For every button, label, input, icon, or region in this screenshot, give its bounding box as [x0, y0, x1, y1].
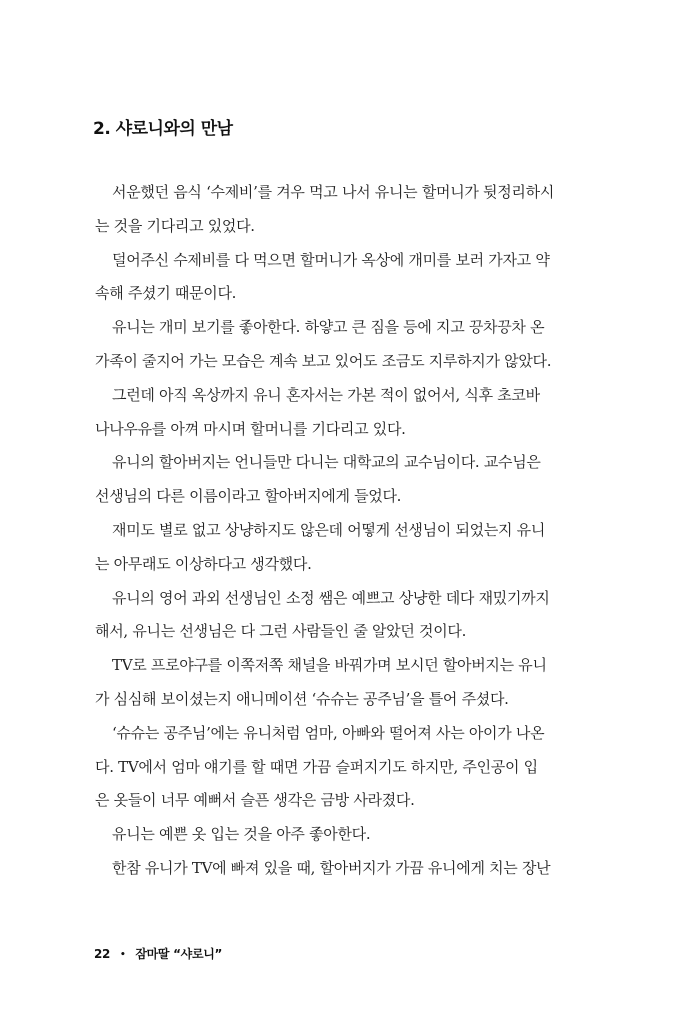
text-line: 다. TV에서 엄마 얘기를 할 때면 가끔 슬퍼지기도 하지만, 주인공이 입 [95, 757, 538, 776]
paragraph [95, 244, 581, 312]
paragraph [95, 446, 581, 514]
text-line: 는 것을 기다리고 있었다. [95, 216, 255, 235]
text-line: TV로 프로야구를 이쪽저쪽 채널을 바꿔가며 보시던 할아버지는 유니 [112, 656, 547, 675]
text-line: 유니의 영어 과외 선생님인 소정 쌤은 예쁘고 상냥한 데다 재밌기까지 [112, 588, 550, 607]
text-line: 해서, 유니는 선생님은 다 그런 사람들인 줄 알았던 것이다. [95, 622, 467, 641]
text-line: 가 심심해 보이셨는지 애니메이션 ‘슈슈는 공주님’을 틀어 주셨다. [95, 689, 509, 708]
footer-separator: • [120, 950, 126, 960]
text-line: 는 아무래도 이상하다고 생각했다. [95, 554, 312, 573]
text-line: 유니는 예쁜 옷 입는 것을 아주 좋아한다. [112, 825, 371, 844]
body-text [95, 176, 581, 886]
chapter-title: 2. 샤로니와의 만남 [93, 119, 233, 139]
text-line: ‘슈슈는 공주님’에는 유니처럼 엄마, 아빠와 떨어져 사는 아이가 나온 [112, 723, 545, 742]
text-line: 덜어주신 수제비를 다 먹으면 할머니가 옥상에 개미를 보러 가자고 약 [112, 250, 550, 269]
text-line: 서운했던 음식 ‘수제비’를 겨우 먹고 나서 유니는 할머니가 뒷정리하시 [112, 183, 555, 201]
paragraph [95, 311, 581, 379]
text-line: 유니의 할아버지는 언니들만 다니는 대학교의 교수님이다. 교수님은 [112, 453, 541, 472]
text-line: 나나우유를 아껴 마시며 할머니를 기다리고 있다. [95, 419, 406, 438]
text-line: 재미도 별로 없고 상냥하지도 않은데 어떻게 선생님이 되었는지 유니 [112, 520, 546, 539]
page-footer [94, 945, 222, 962]
text-line: 은 옷들이 너무 예뻐서 슬픈 생각은 금방 사라졌다. [95, 791, 415, 810]
book-title: 잠마딸 “샤로니” [135, 947, 223, 961]
paragraph [95, 717, 581, 818]
text-line: 속해 주셨기 때문이다. [95, 284, 237, 303]
paragraph [95, 176, 581, 244]
paragraph [95, 852, 581, 886]
text-line: 선생님의 다른 이름이라고 할아버지에게 들었다. [95, 487, 402, 506]
paragraph [95, 514, 581, 582]
text-line: 그런데 아직 옥상까지 유니 혼자서는 가본 적이 없어서, 식후 초코바 [112, 385, 540, 404]
paragraph [95, 818, 581, 852]
page-number: 22 [94, 947, 111, 961]
paragraph [95, 649, 581, 717]
text-line: 한참 유니가 TV에 빠져 있을 때, 할아버지가 가끔 유니에게 치는 장난 [112, 858, 551, 877]
paragraph [95, 379, 581, 447]
text-line: 가족이 줄지어 가는 모습은 계속 보고 있어도 조금도 지루하지가 않았다. [95, 351, 552, 370]
text-line: 유니는 개미 보기를 좋아한다. 하얗고 큰 짐을 등에 지고 끙차끙차 온 [112, 318, 545, 337]
paragraph [95, 582, 581, 650]
